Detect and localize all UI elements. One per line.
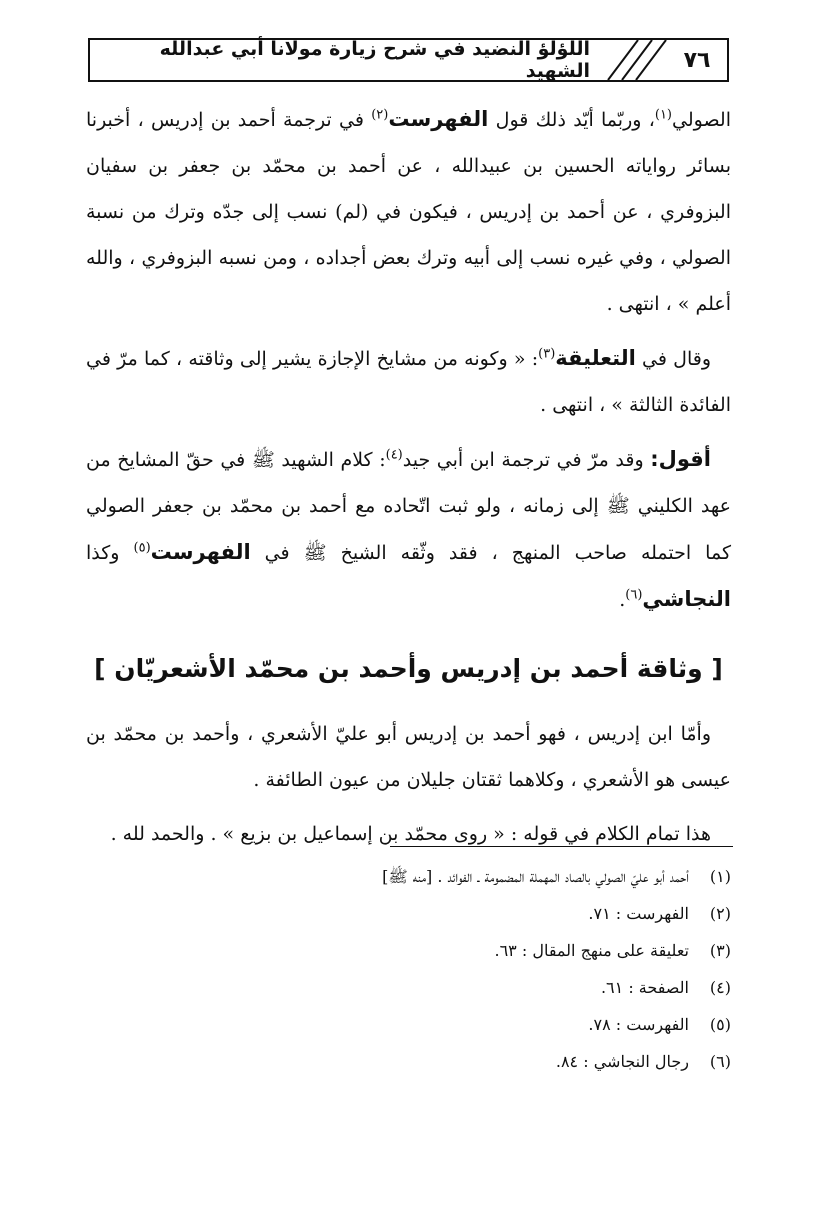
footnote-number: (٥): [709, 1015, 731, 1034]
bold-term: التعليقة: [555, 346, 636, 370]
footnote-number: (٣): [709, 941, 731, 960]
text-run: .: [619, 589, 626, 611]
footnote-text: رجال النجاشي : ٨٤.: [555, 1052, 689, 1071]
footnote-item: [86, 969, 731, 1006]
footnote-ref: (٦): [625, 587, 643, 603]
text-run: هذا تمام الكلام في قوله : « روى محمّد بن إسماعيل بن بزيع » . والحمد لله .: [110, 823, 711, 845]
footnote-ref: (٣): [538, 346, 556, 362]
text-run: الصولي: [672, 109, 731, 131]
footnote-number: (٦): [709, 1052, 731, 1071]
text-run: وكذا: [86, 542, 134, 564]
text-run: وأمّا ابن إدريس ، فهو أحمد بن إدريس أبو عليّ الأشعري ، وأحمد بن محمّد بن عيسى هو الأشعري ، وكلاهما ثقتان جليلان من عيون الطائفة .: [86, 723, 731, 791]
bold-term: النجاشي: [642, 587, 731, 611]
footnote-text: تعليقة على منهج المقال : ٦٣.: [494, 941, 689, 960]
header-divider-icon: [600, 40, 670, 80]
text-run: في ترجمة أحمد بن إدريس ، أخبرنا بسائر رواياته الحسين بن عبيدالله ، عن أحمد بن محمّد بن جعفر بن سفيان البزوفري ، عن أحمد بن إدريس ، فيكون في (لم) نسب إلى جدّه وترك من نسبة الصولي ، وفي غيره نسب إلى أبيه وترك بعض أجداده ، ومن نسبه البزوفري ، والله أعلم » ، انتهى .: [86, 109, 731, 315]
main-text: [86, 96, 731, 865]
text-run: : كلام الشهيد ﷺ في حقّ المشايخ من عهد الكليني ﷺ إلى زمانه ، ولو ثبت اتّحاده مع أحمد بن محمّد بن جعفر الصولي كما احتمله صاحب المنهج ، فقد وثّقه الشيخ ﷺ في: [86, 449, 731, 564]
paragraph: [86, 436, 731, 623]
paragraph: [86, 96, 731, 327]
section-heading: [ وثاقة أحمد بن إدريس وأحمد بن محمّد الأشعريّان ]: [94, 654, 723, 683]
footnote-text: الفهرست : ٧١.: [588, 904, 689, 923]
footnote-ref: (٢): [371, 107, 389, 123]
bold-term: أقول:: [650, 447, 711, 471]
bold-term: الفهرست: [388, 107, 489, 131]
paragraph: [86, 711, 731, 803]
text-run: وقد مرّ في ترجمة ابن أبي جيد: [402, 449, 651, 471]
footnote-ref: (٥): [133, 540, 151, 556]
text-run: : « وكونه من مشايخ الإجازة يشير إلى وثاقته ، كما مرّ في الفائدة الثالثة » ، انتهى .: [86, 348, 731, 416]
page-number: ٧٦: [683, 47, 711, 73]
paragraph: [86, 335, 731, 428]
footnote-number: (٢): [709, 904, 731, 923]
footnote-number: (٤): [709, 978, 731, 997]
footnote-number: (١): [709, 867, 731, 886]
footnote-text: الفهرست : ٧٨.: [588, 1015, 689, 1034]
footnotes: [86, 858, 731, 1080]
footnote-ref: (١): [654, 107, 672, 123]
text-run: ، وربّما أيّد ذلك قول: [488, 109, 655, 131]
footnote-item: [86, 1043, 731, 1080]
paragraph: [86, 811, 731, 857]
footnote-item: [86, 858, 731, 895]
footnote-item: [86, 932, 731, 969]
footnote-separator: [390, 846, 733, 847]
footnote-ref: (٤): [385, 447, 403, 463]
footnote-item: [86, 1006, 731, 1043]
footnote-text: أحمد أبو عليّ الصولي بالصاد المهملة المضمومة ـ الفوائد . [منه ﷺ]: [382, 867, 689, 886]
book-title: اللؤلؤ النضيد في شرح زيارة مولانا أبي عبدالله الشهيد: [159, 38, 590, 82]
footnote-text: الصفحة : ٦١.: [600, 978, 689, 997]
text-run: وقال في: [635, 348, 711, 370]
running-header: [88, 38, 729, 82]
bold-term: الفهرست: [150, 540, 251, 564]
footnote-item: [86, 895, 731, 932]
